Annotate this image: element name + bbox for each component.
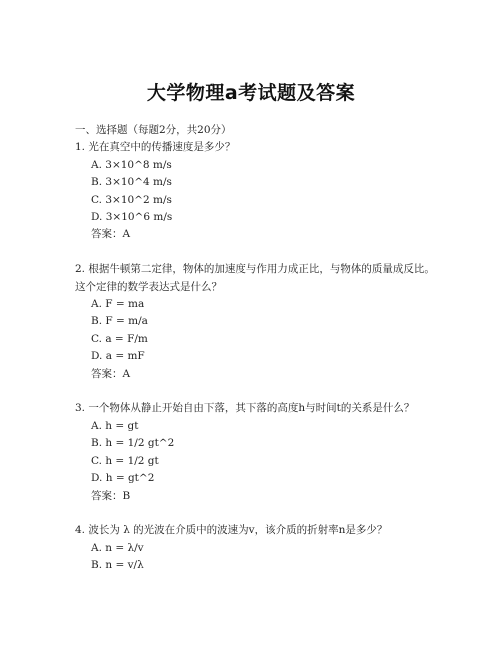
question-stem: 2. 根据牛顿第二定律，物体的加速度与作用力成正比，与物体的质量成反比。这个定律的数学表达式是什么？ bbox=[75, 263, 435, 293]
question-option: B. n = v/λ bbox=[91, 559, 144, 572]
question-option: C. 3×10^2 m/s bbox=[91, 193, 172, 206]
document-title: 大学物理a考试题及答案 bbox=[146, 82, 356, 104]
question-option: D. a = mF bbox=[91, 350, 145, 363]
question-option: C. h = 1/2 gt bbox=[91, 454, 159, 467]
question-answer: 答案：B bbox=[91, 489, 131, 502]
question-option: B. F = m/a bbox=[91, 315, 148, 328]
question-stem: 3. 一个物体从静止开始自由下落，其下落的高度h与时间t的关系是什么？ bbox=[75, 402, 415, 415]
question-option: A. F = ma bbox=[91, 298, 145, 311]
question-block bbox=[75, 139, 435, 243]
question-block bbox=[75, 522, 435, 574]
question-option: D. h = gt^2 bbox=[91, 472, 155, 485]
spacer bbox=[75, 383, 435, 400]
question-stem: 1. 光在真空中的传播速度是多少？ bbox=[75, 141, 236, 154]
question-block bbox=[75, 400, 435, 504]
question-option: D. 3×10^6 m/s bbox=[91, 211, 173, 224]
question-option: A. h = gt bbox=[91, 419, 139, 432]
section-heading: 一、选择题（每题2分，共20分） bbox=[75, 124, 232, 136]
exam-content bbox=[75, 122, 435, 575]
question-answer: 答案：A bbox=[91, 228, 131, 241]
question-option: C. a = F/m bbox=[91, 332, 148, 345]
question-answer: 答案：A bbox=[91, 367, 131, 380]
question-option: A. 3×10^8 m/s bbox=[91, 158, 172, 171]
question-option: A. n = λ/v bbox=[91, 541, 144, 554]
question-option: B. h = 1/2 gt^2 bbox=[91, 437, 175, 450]
question-option: B. 3×10^4 m/s bbox=[91, 176, 172, 189]
question-stem: 4. 波长为 λ 的光波在介质中的波速为v，该介质的折射率n是多少？ bbox=[75, 524, 388, 537]
question-block bbox=[75, 261, 435, 383]
spacer bbox=[75, 244, 435, 261]
spacer bbox=[75, 505, 435, 522]
